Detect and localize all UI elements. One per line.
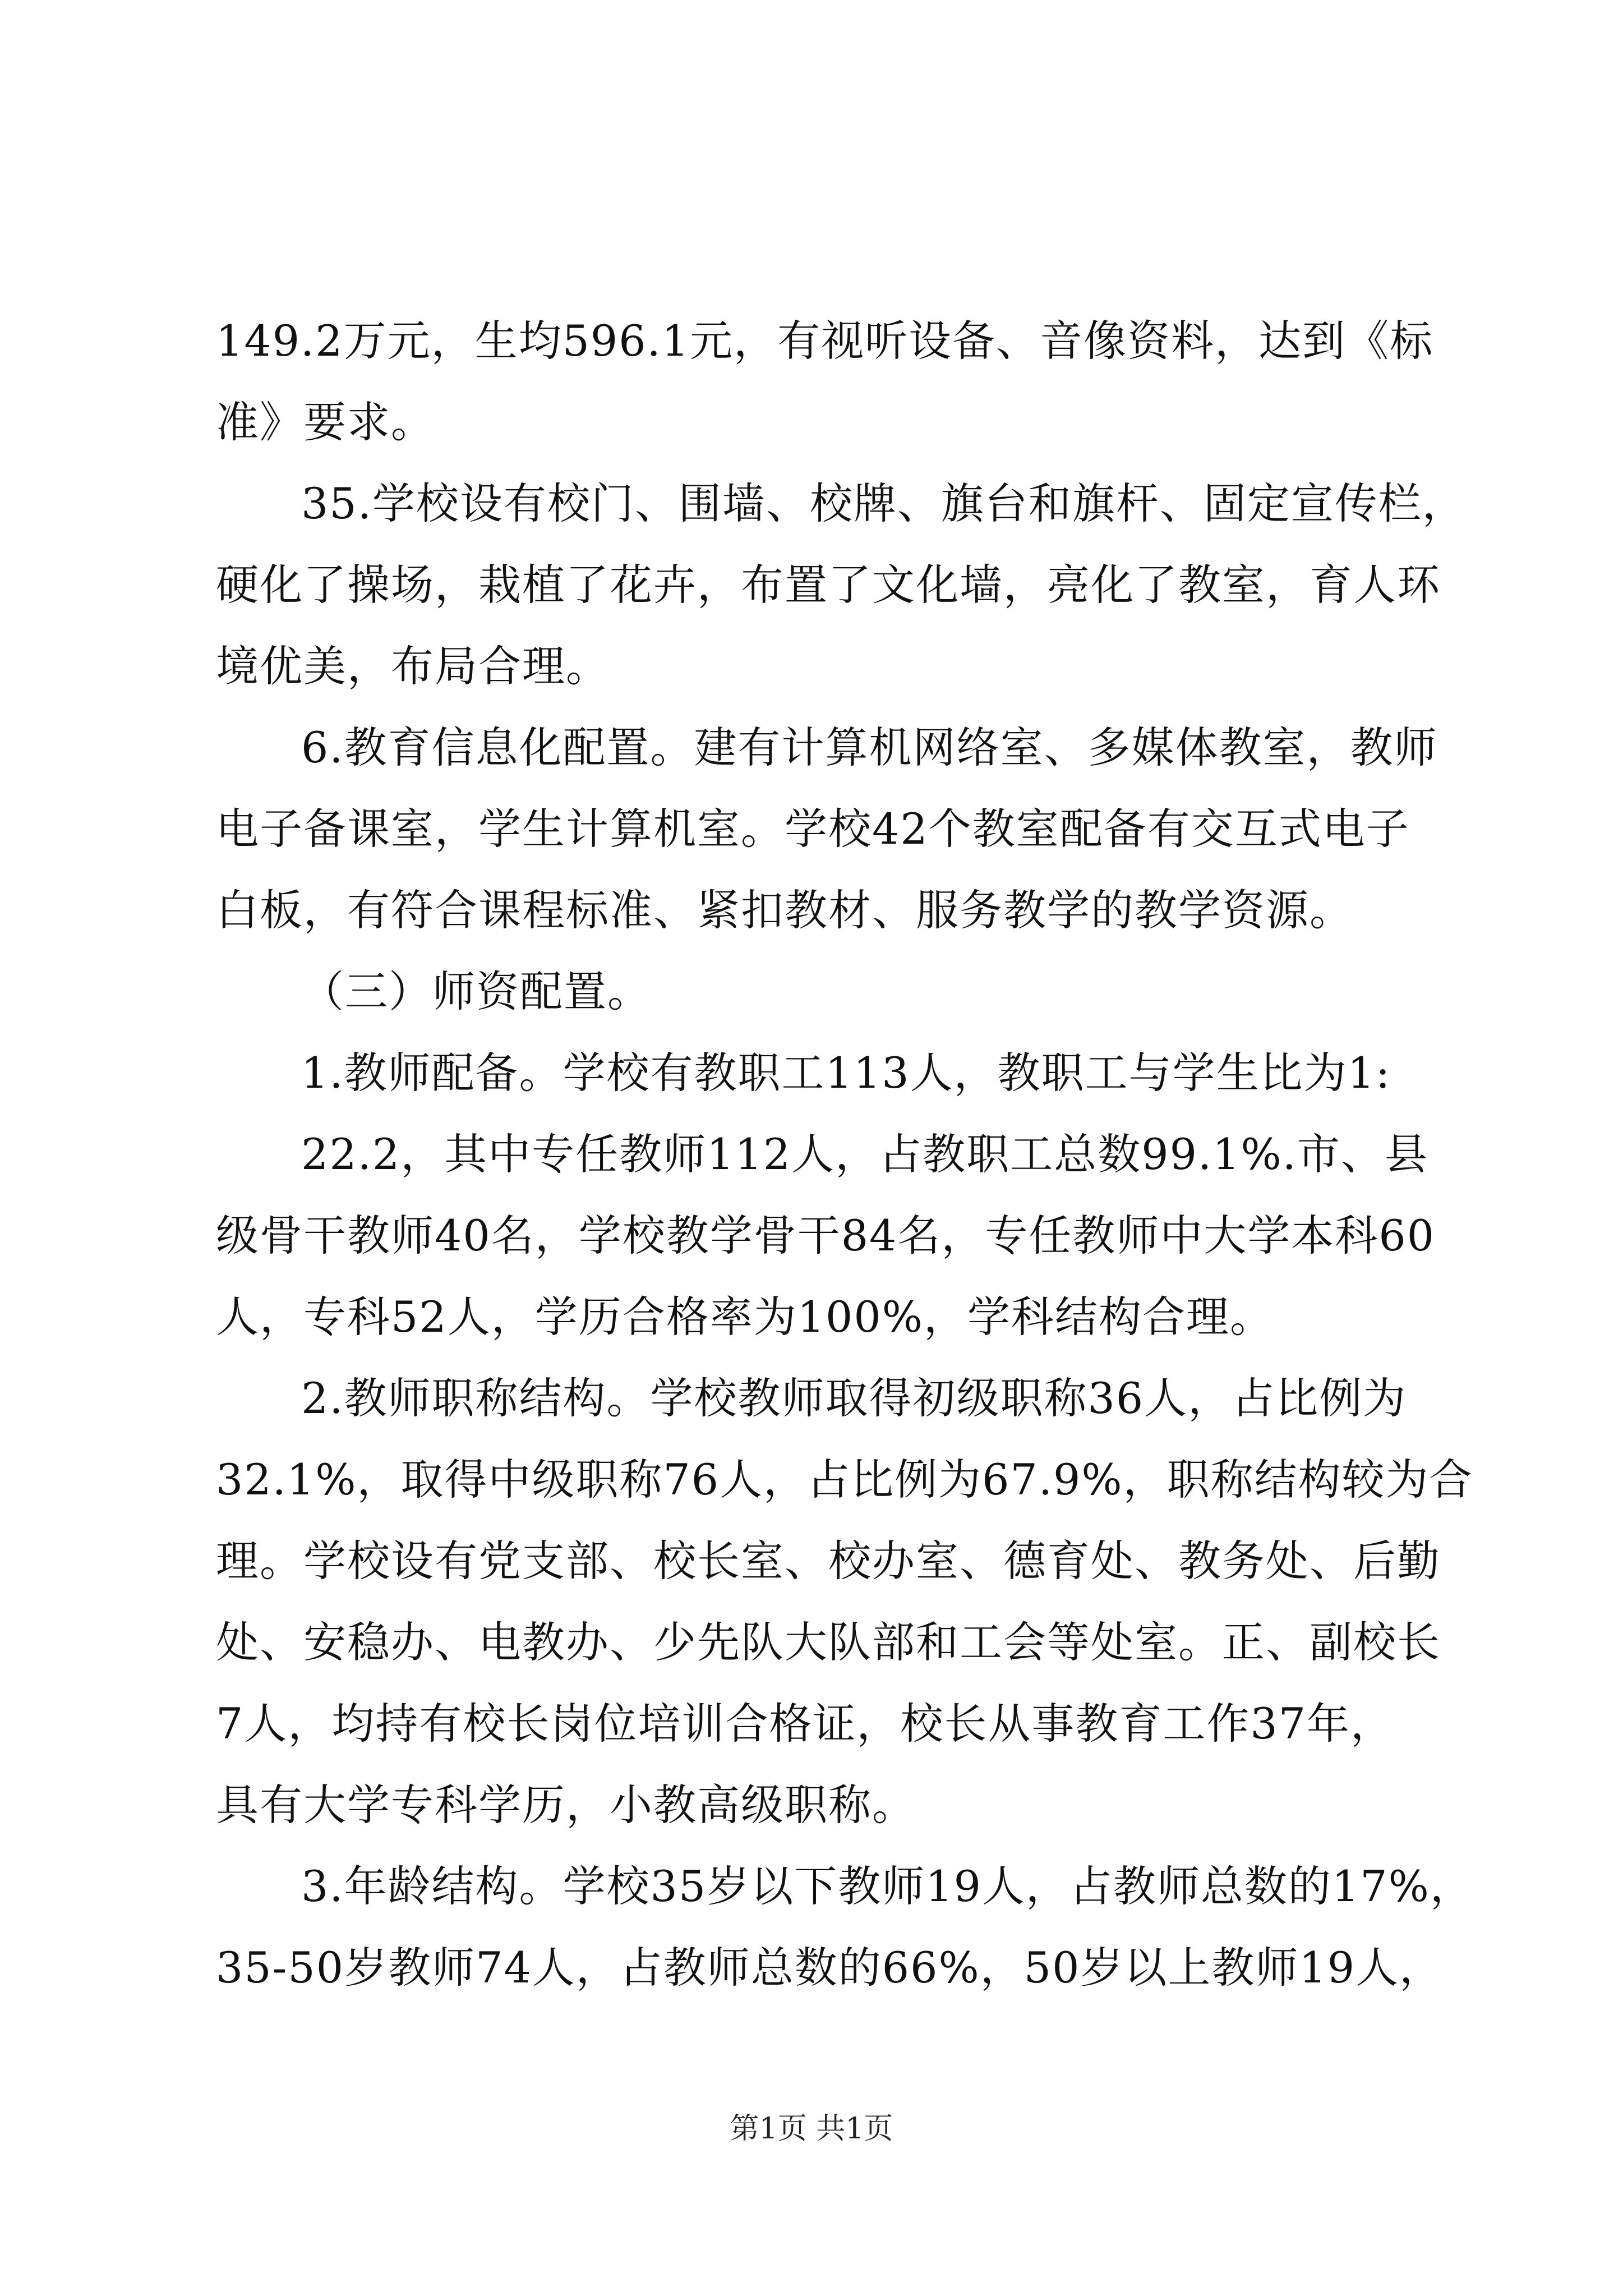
- text-line: 35-50岁教师74人，占教师总数的66%，50岁以上教师19人，: [216, 1943, 1444, 1993]
- text-line: 32.1%，取得中级职称76人，占比例为67.9%，职称结构较为合: [216, 1455, 1473, 1504]
- paragraph-start-line: 1.教师配备。学校有教职工113人，教职工与学生比为1:: [301, 1048, 1391, 1098]
- text-line: 处、安稳办、电教办、少先队大队部和工会等处室。正、副校长: [216, 1617, 1441, 1667]
- paragraph-start-line: 35.学校设有校门、围墙、校牌、旗台和旗杆、固定宣传栏，: [301, 478, 1466, 528]
- page-footer: 第1页 共1页: [730, 2112, 893, 2146]
- text-line: 149.2万元，生均596.1元，有视听设备、音像资料，达到《标: [216, 316, 1434, 366]
- document-body: [216, 300, 1474, 2008]
- text-line: 理。学校设有党支部、校长室、校办室、德育处、教务处、后勤: [216, 1536, 1441, 1586]
- paragraph-start-line: 6.教育信息化配置。建有计算机网络室、多媒体教室，教师: [301, 723, 1438, 772]
- text-line: 人，专科52人，学历合格率为100%，学科结构合理。: [216, 1292, 1274, 1342]
- text-line: 准》要求。: [216, 397, 435, 447]
- text-line: 级骨干教师40名，学校教学骨干84名，专任教师中大学本科60: [216, 1211, 1436, 1260]
- paragraph-start-line: 3.年龄结构。学校35岁以下教师19人，占教师总数的17%，: [301, 1861, 1474, 1911]
- text-line: 电子备课室，学生计算机室。学校42个教室配备有交互式电子: [216, 804, 1410, 854]
- text-line: 7人，均持有校长岗位培训合格证，校长从事教育工作37年，: [216, 1699, 1395, 1749]
- text-line: 硬化了操场，栽植了花卉，布置了文化墙，亮化了教室，育人环: [216, 560, 1441, 610]
- text-line: 白板，有符合课程标准、紧扣教材、服务教学的教学资源。: [216, 885, 1353, 935]
- paragraph-start-line: 2.教师职称结构。学校教师取得初级职称36人，占比例为: [301, 1373, 1407, 1423]
- text-line: 22.2，其中专任教师112人，占教职工总数99.1%.市、县: [301, 1129, 1428, 1179]
- text-line: 境优美，布局合理。: [216, 641, 610, 691]
- text-line: 具有大学专科学历，小教高级职称。: [216, 1780, 916, 1830]
- section-heading: （三）师资配置。: [301, 967, 651, 1016]
